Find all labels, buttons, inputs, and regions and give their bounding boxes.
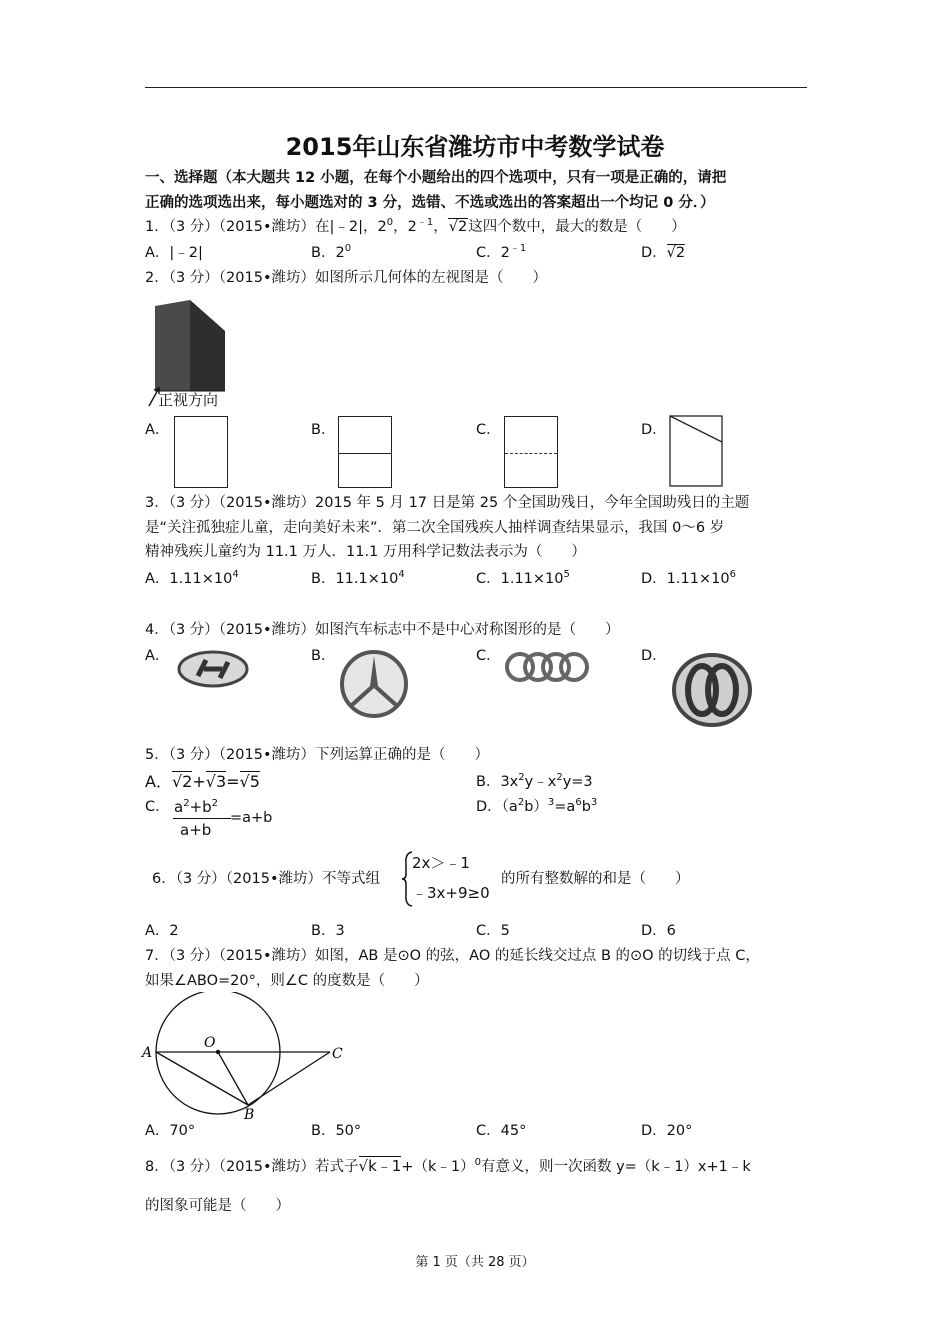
q7-option-b: B．50° (311, 1123, 362, 1139)
q6-stem-a: 6．（3 分）（2015•潍坊）不等式组 (152, 871, 381, 887)
q3-line2: 是“关注孤独症儿童，走向美好未来”．第二次全国残疾人抽样调查结果显示，我国 0～6 岁 (145, 520, 725, 536)
q2-option-b: B． (311, 422, 336, 438)
q3-line3: 精神残疾儿童约为 11.1 万人．11.1 万用科学记数法表示为（ ） (145, 544, 586, 560)
q5-fraction-bar (173, 818, 231, 819)
page-footer: 第 1 页（共 28 页） (415, 1255, 535, 1270)
label-b: B (244, 1107, 255, 1120)
q7-option-a: A．70° (145, 1123, 196, 1139)
q3-line1: 3．（3 分）（2015•潍坊）2015 年 5 月 17 日是第 25 个全国助残日，今年全国助残日的主题 (145, 495, 750, 511)
q1-option-d: D．√2 (641, 245, 686, 261)
q7-line1: 7．（3 分）（2015•潍坊）如图，AB 是⊙O 的弦，AO 的延长线交过点 B 的⊙O 的切线于点 C， (145, 948, 760, 964)
logo-b-mercedes (338, 648, 410, 720)
q5-option-b: B．$3x^2y﹣x^2y=3$ (476, 772, 593, 790)
q5-option-c-rhs: =a+b (230, 810, 273, 826)
q6-option-c: C．5 (476, 923, 510, 939)
q3-option-c: C．$1.11\times 10^5$ (476, 569, 570, 587)
q8-line2: 的图象可能是（ ） (145, 1198, 290, 1214)
q4-option-a: A． (145, 648, 170, 664)
q6-inequality-1: 2x＞﹣1 (412, 854, 470, 872)
label-o: O (204, 1035, 216, 1051)
q1-stem: 1．（3 分）（2015•潍坊）在|﹣2|，$2^0$，$2^{﹣1}$，√2这四个数中，最大的数是（ ） (145, 217, 686, 235)
q5-option-c-label: C． (145, 799, 170, 815)
q3-option-d: D．$1.11\times 10^6$ (641, 569, 736, 587)
q2-stem: 2．（3 分）（2015•潍坊）如图所示几何体的左视图是（ ） (145, 270, 548, 286)
q2-figure-c (504, 416, 558, 488)
header-rule (145, 87, 807, 88)
logo-c-audi (504, 650, 592, 684)
q6-option-d: D．6 (641, 923, 676, 939)
logo-a-hyundai (176, 648, 250, 690)
q6-inequality-2: ﹣3x+9≥0 (412, 884, 490, 902)
q2-option-c: C． (476, 422, 501, 438)
q7-line2: 如果∠ABO=20°，则∠C 的度数是（ ） (145, 973, 429, 989)
q4-option-c: C． (476, 648, 501, 664)
section-heading-line1: 一、选择题（本大题共 12 小题，在每个小题给出的四个选项中，只有一项是正确的，请把 (145, 170, 727, 186)
q8-stem: 8．（3 分）（2015•潍坊）若式子√k﹣1+（k﹣1）$^0$有意义，则一次函数 y=（k﹣1）x+1﹣k (145, 1157, 751, 1175)
q3-option-a: A．$1.11\times 10^4$ (145, 569, 239, 587)
q2-caption: 正视方向 (158, 391, 219, 409)
q4-option-d: D． (641, 648, 667, 664)
section-heading-line2: 正确的选项选出来，每小题选对的 3 分，选错、不选或选出的答案超出一个均记 0 分．） (145, 195, 715, 211)
q7-circle-diagram (140, 992, 350, 1120)
q1-option-a: A．|﹣2| (145, 245, 203, 261)
q2-figure-d (669, 415, 725, 489)
page-title: 2015年山东省潍坊市中考数学试卷 (285, 133, 665, 161)
q1-option-b: B．$2^0$ (311, 243, 352, 261)
q2-option-a: A． (145, 422, 170, 438)
q2-option-d: D． (641, 422, 667, 438)
q7-option-d: D．20° (641, 1123, 693, 1139)
q3-option-b: B．$11.1\times 10^4$ (311, 569, 405, 587)
q5-stem: 5．（3 分）（2015•潍坊）下列运算正确的是（ ） (145, 747, 490, 763)
q7-option-c: C．45° (476, 1123, 527, 1139)
q2-figure-a (174, 416, 228, 488)
logo-d-dongfeng (670, 652, 754, 728)
q2-figure-b (338, 416, 392, 488)
q5-option-d: D．$(a^2b)^3=a^6b^3$ (476, 797, 598, 815)
q6-stem-b: 的所有整数解的和是（ ） (501, 871, 690, 887)
q6-option-a: A．2 (145, 923, 179, 939)
q1-option-c: C．$2^{﹣1}$ (476, 243, 527, 261)
label-c: C (332, 1046, 343, 1062)
label-a: A (142, 1045, 153, 1061)
q5-option-c-numerator: $a^2+b^2$ (174, 798, 219, 816)
q4-option-b: B． (311, 648, 336, 664)
q5-option-c-denominator: a+b (180, 821, 212, 839)
q6-option-b: B．3 (311, 923, 345, 939)
q5-option-a: A．√2+√3=√5 (145, 772, 260, 791)
q4-stem: 4．（3 分）（2015•潍坊）如图汽车标志中不是中心对称图形的是（ ） (145, 622, 620, 638)
